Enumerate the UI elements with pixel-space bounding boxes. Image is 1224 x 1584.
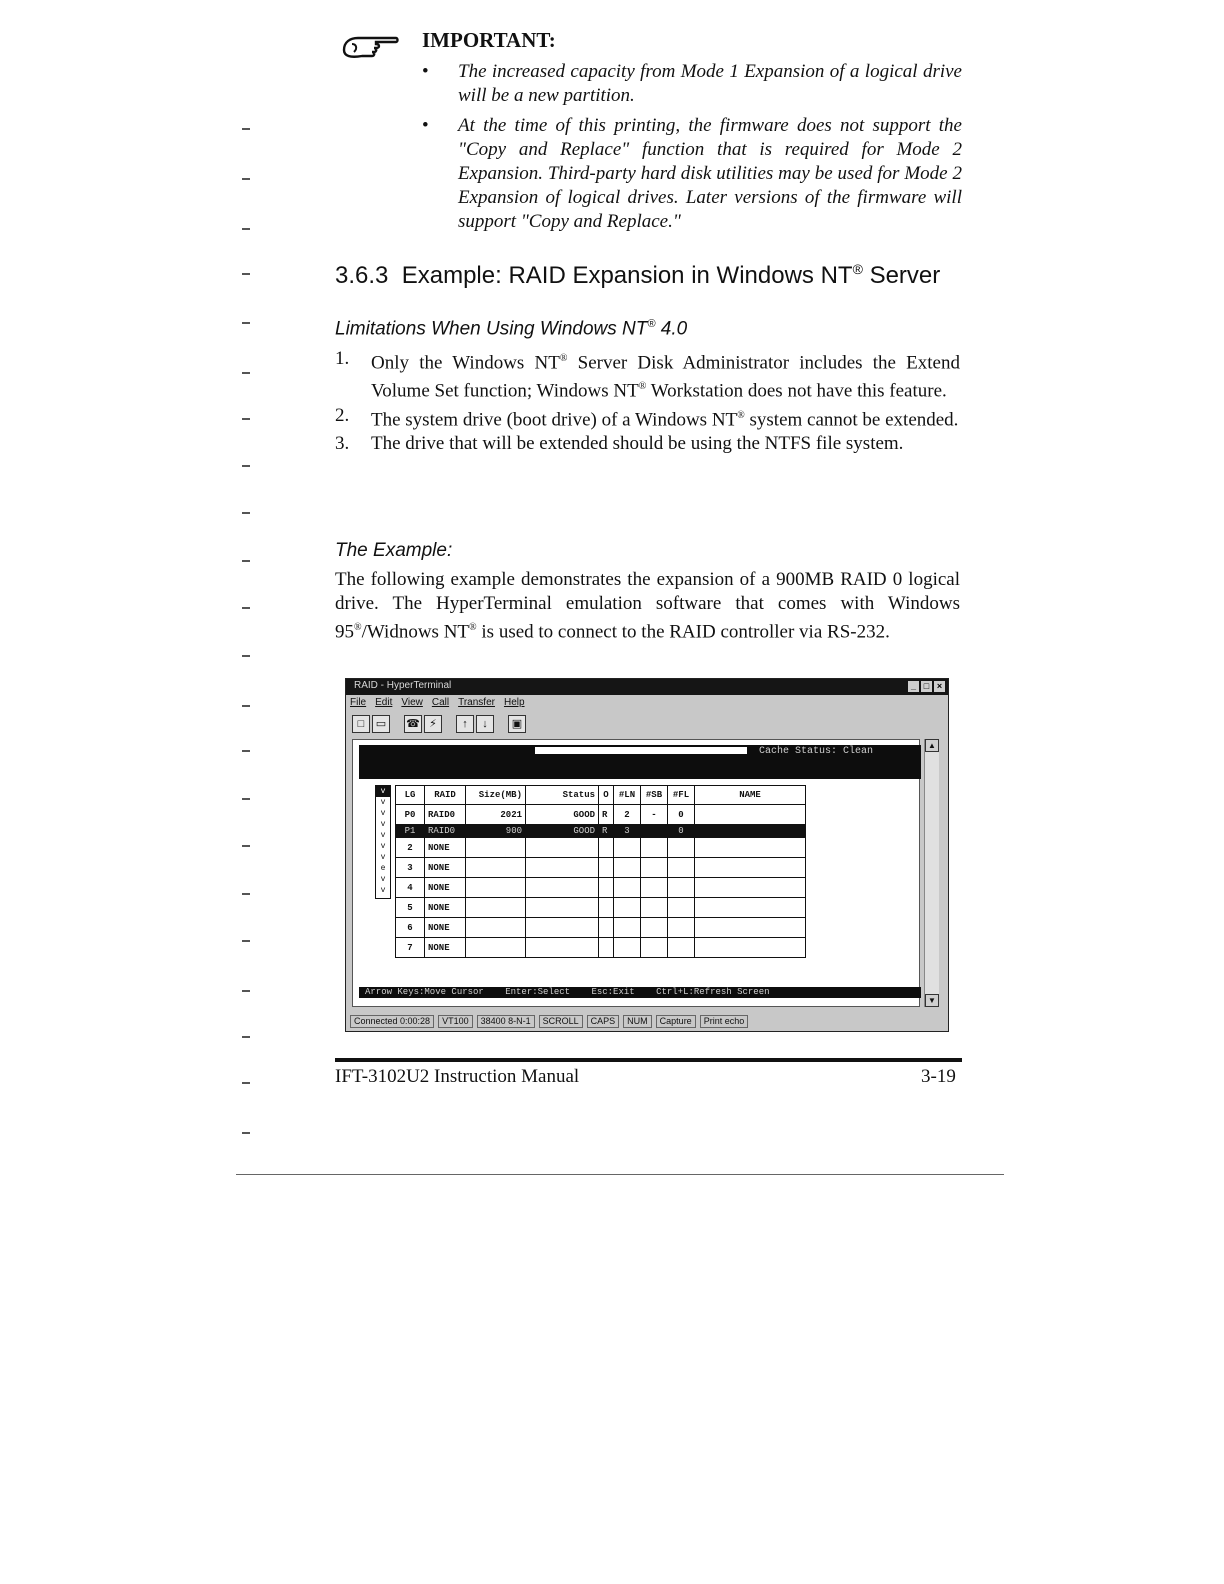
list-text: Only the Windows NT: [371, 352, 560, 374]
cell-o: [599, 878, 614, 898]
cell-size: 900: [466, 825, 526, 838]
section-number: 3.6.3: [335, 262, 389, 289]
limitations-heading-end: 4.0: [655, 318, 688, 340]
cell-o: R: [599, 805, 614, 825]
cell-status: [526, 898, 599, 918]
table-row[interactable]: [396, 825, 806, 838]
menu-call[interactable]: Call: [431, 697, 450, 708]
connect-icon[interactable]: ☎: [404, 715, 422, 733]
side-menu-letter: v: [380, 853, 386, 862]
menu-transfer[interactable]: Transfer: [458, 697, 495, 708]
registered-mark: ®: [354, 622, 362, 633]
menu-edit[interactable]: Edit: [375, 697, 393, 708]
footer-manual-title: IFT-3102U2 Instruction Manual: [335, 1066, 580, 1087]
window-titlebar: [346, 679, 948, 695]
cell-sb: [641, 838, 668, 858]
new-file-icon[interactable]: □: [352, 715, 370, 733]
bullet-text: At the time of this printing, the firmware does not support the "Copy and Replace" function that is required for Mode 2 Expansion. Third-party hard disk utilities may be used for Mode 2 Expansion of logical drives. Later versions of the firmware will support "Copy and Replace.": [458, 115, 962, 232]
list-text: system cannot be extended.: [744, 408, 959, 430]
cell-name: [695, 878, 806, 898]
margin-mark: [242, 372, 250, 374]
margin-mark: [242, 798, 250, 800]
section-title: [335, 261, 940, 290]
table-row[interactable]: [396, 805, 806, 825]
side-menu-letter: v: [380, 875, 386, 884]
cell-sb: [641, 878, 668, 898]
status-capture: Capture: [656, 1015, 696, 1028]
list-number: 3.: [335, 432, 350, 454]
list-item: [335, 404, 960, 432]
margin-mark: [242, 845, 250, 847]
cell-fl: [668, 878, 695, 898]
vertical-scrollbar[interactable]: [924, 739, 939, 1007]
cell-size: [466, 878, 526, 898]
registered-mark: ®: [638, 381, 647, 393]
menu-view[interactable]: View: [401, 697, 423, 708]
cell-raid: NONE: [425, 858, 466, 878]
margin-mark: [242, 228, 250, 230]
terminal-screen: [352, 739, 920, 1007]
list-item: [335, 347, 960, 404]
cell-ln: [614, 918, 641, 938]
example-heading: The Example:: [335, 540, 453, 561]
margin-mark: [242, 1082, 250, 1084]
cell-status: GOOD: [526, 805, 599, 825]
cell-raid: NONE: [425, 938, 466, 958]
list-text: The drive that will be extended should be using the NTFS file system.: [371, 432, 904, 454]
menu-help[interactable]: Help: [503, 697, 525, 708]
terminal-key-hints: [359, 987, 921, 998]
cell-ln: 2: [614, 805, 641, 825]
bullet-dot: •: [422, 115, 429, 136]
side-menu-letter: v: [380, 831, 386, 840]
paragraph-text: /Widnows NT: [361, 621, 470, 643]
margin-mark: [242, 273, 250, 275]
table-row[interactable]: [396, 878, 806, 898]
side-menu-letter: v: [380, 842, 386, 851]
registered-mark: ®: [469, 622, 477, 633]
registered-mark: ®: [559, 353, 568, 364]
cell-lg: P1: [396, 825, 425, 838]
cell-raid: RAID0: [425, 805, 466, 825]
registered-mark: ®: [737, 409, 745, 421]
cell-raid: NONE: [425, 898, 466, 918]
pointing-hand-icon: [340, 30, 400, 66]
table-body: [396, 805, 806, 958]
important-title: IMPORTANT:: [422, 28, 556, 52]
window-controls: [908, 681, 945, 692]
cell-ln: [614, 898, 641, 918]
important-bullet: [422, 60, 962, 108]
table-header-row: [396, 786, 806, 805]
registered-mark: ®: [647, 318, 656, 330]
cell-sb: [641, 938, 668, 958]
cell-size: [466, 838, 526, 858]
cell-sb: [641, 918, 668, 938]
send-icon[interactable]: ↑: [456, 715, 474, 733]
scroll-up-icon[interactable]: ▲: [925, 739, 939, 752]
margin-mark: [242, 607, 250, 609]
section-title-text: Example: RAID Expansion in Windows NT: [401, 262, 853, 289]
margin-mark: [242, 990, 250, 992]
cell-name: [695, 938, 806, 958]
table-row[interactable]: [396, 938, 806, 958]
status-baud: 38400 8-N-1: [477, 1015, 535, 1028]
cell-name: [695, 838, 806, 858]
cell-name: [695, 918, 806, 938]
cell-fl: [668, 898, 695, 918]
header-ln: #LN: [614, 786, 641, 805]
margin-mark: [242, 940, 250, 942]
footer-rule: [335, 1058, 962, 1062]
margin-mark: [242, 750, 250, 752]
window-statusbar: [346, 1013, 948, 1029]
table-row[interactable]: [396, 918, 806, 938]
list-number: 2.: [335, 404, 350, 426]
properties-icon[interactable]: ▣: [508, 715, 526, 733]
side-menu-letter: v: [380, 798, 386, 807]
limitations-list: [335, 347, 960, 456]
list-number: 1.: [335, 348, 350, 369]
cell-name: [695, 805, 806, 825]
margin-mark: [242, 322, 250, 324]
cell-o: [599, 918, 614, 938]
side-menu-letter: v: [380, 886, 386, 895]
cell-name: [695, 898, 806, 918]
key-hint: Enter:Select: [505, 987, 571, 997]
key-hint: Arrow Keys:Move Cursor: [365, 987, 484, 997]
side-menu-letter: v: [380, 809, 386, 818]
list-text: Workstation does not have this feature.: [646, 380, 947, 402]
open-folder-icon[interactable]: ▭: [372, 715, 390, 733]
minimize-icon[interactable]: _: [908, 681, 919, 692]
cell-o: R: [599, 825, 614, 838]
list-text: Server Disk Administrator includes the Extend Volume Set function; Windows NT: [371, 352, 960, 402]
header-lg: LG: [396, 786, 425, 805]
cell-size: [466, 918, 526, 938]
cell-lg: 4: [396, 878, 425, 898]
side-menu-column: [375, 785, 391, 899]
status-print-echo: Print echo: [700, 1015, 749, 1028]
cell-ln: 3: [614, 825, 641, 838]
margin-mark: [242, 1132, 250, 1134]
cell-fl: 0: [668, 825, 695, 838]
cell-fl: [668, 858, 695, 878]
scroll-down-icon[interactable]: ▼: [925, 994, 939, 1007]
cell-fl: [668, 838, 695, 858]
hyperterminal-window: [345, 678, 949, 1032]
bullet-text: The increased capacity from Mode 1 Expansion of a logical drive will be a new partition.: [458, 61, 962, 106]
cell-fl: [668, 918, 695, 938]
cell-status: [526, 938, 599, 958]
header-size: Size(MB): [466, 786, 526, 805]
key-hint: Esc:Exit: [591, 987, 635, 997]
cell-raid: RAID0: [425, 825, 466, 838]
margin-mark: [242, 655, 250, 657]
key-hint: Ctrl+L:Refresh Screen: [656, 987, 770, 997]
margin-mark: [242, 893, 250, 895]
side-menu-letter: v: [376, 786, 390, 797]
side-menu-letter: e: [380, 864, 386, 873]
cell-ln: [614, 938, 641, 958]
header-status: Status: [526, 786, 599, 805]
status-caps: CAPS: [587, 1015, 620, 1028]
cell-lg: 2: [396, 838, 425, 858]
cell-ln: [614, 878, 641, 898]
cell-status: GOOD: [526, 825, 599, 838]
cell-raid: NONE: [425, 918, 466, 938]
receive-icon[interactable]: ↓: [476, 715, 494, 733]
header-raid: RAID: [425, 786, 466, 805]
status-connected: Connected 0:00:28: [350, 1015, 434, 1028]
terminal-banner: [359, 745, 921, 779]
margin-mark: [242, 560, 250, 562]
maximize-icon[interactable]: □: [921, 681, 932, 692]
cell-lg: 7: [396, 938, 425, 958]
list-text: The system drive (boot drive) of a Windows NT: [371, 408, 738, 430]
terminal-field: [535, 747, 747, 754]
margin-mark: [242, 1036, 250, 1038]
cell-raid: NONE: [425, 838, 466, 858]
cell-ln: [614, 858, 641, 878]
cell-status: [526, 858, 599, 878]
cell-size: [466, 858, 526, 878]
cell-lg: 6: [396, 918, 425, 938]
important-bullet: [422, 114, 962, 234]
margin-mark: [242, 418, 250, 420]
cell-status: [526, 838, 599, 858]
margin-mark: [242, 128, 250, 130]
margin-mark: [242, 705, 250, 707]
cell-fl: 0: [668, 805, 695, 825]
scan-edge-line: [236, 1174, 1004, 1175]
status-num: NUM: [623, 1015, 652, 1028]
window-title: RAID - HyperTerminal: [354, 680, 452, 691]
paragraph-text: is used to connect to the RAID controller via RS-232.: [476, 621, 890, 643]
cell-sb: [641, 858, 668, 878]
header-name: NAME: [695, 786, 806, 805]
cell-size: [466, 938, 526, 958]
cell-status: [526, 918, 599, 938]
cell-lg: 3: [396, 858, 425, 878]
cell-size: 2021: [466, 805, 526, 825]
cell-raid: NONE: [425, 878, 466, 898]
cell-lg: 5: [396, 898, 425, 918]
cell-name: [695, 858, 806, 878]
disconnect-icon[interactable]: ⚡: [424, 715, 442, 733]
margin-mark: [242, 178, 250, 180]
cell-sb: [641, 825, 668, 838]
status-scroll: SCROLL: [539, 1015, 583, 1028]
table-row[interactable]: [396, 898, 806, 918]
cell-name: [695, 825, 806, 838]
cell-fl: [668, 938, 695, 958]
table-row[interactable]: [396, 858, 806, 878]
bullet-dot: •: [422, 61, 429, 82]
side-menu-letter: v: [380, 820, 386, 829]
cell-lg: P0: [396, 805, 425, 825]
cell-sb: -: [641, 805, 668, 825]
cache-status: Cache Status: Clean: [759, 746, 874, 757]
close-icon[interactable]: ×: [934, 681, 945, 692]
cell-o: [599, 858, 614, 878]
page-number: 3-19: [921, 1066, 956, 1087]
logical-drive-table: [395, 785, 806, 958]
example-paragraph: [335, 568, 960, 644]
section-title-end: Server: [862, 262, 941, 289]
header-sb: #SB: [641, 786, 668, 805]
toolbar: [352, 715, 526, 733]
status-emulation: VT100: [438, 1015, 473, 1028]
cell-o: [599, 838, 614, 858]
limitations-heading-text: Limitations When Using Windows NT: [335, 318, 648, 340]
cell-size: [466, 898, 526, 918]
cell-ln: [614, 838, 641, 858]
paragraph-text: The following example demonstrates the expansion of a 900MB RAID 0 logical drive. The HyperTerminal emulation software that comes with Windows 95: [335, 569, 960, 643]
registered-mark: ®: [852, 261, 863, 277]
cell-o: [599, 898, 614, 918]
cell-o: [599, 938, 614, 958]
limitations-heading: [335, 318, 687, 340]
header-fl: #FL: [668, 786, 695, 805]
table-row[interactable]: [396, 838, 806, 858]
menubar: [350, 697, 525, 708]
list-item: [335, 432, 960, 456]
margin-mark: [242, 465, 250, 467]
menu-file[interactable]: File: [350, 697, 367, 708]
cell-status: [526, 878, 599, 898]
cell-sb: [641, 898, 668, 918]
margin-mark: [242, 512, 250, 514]
header-o: O: [599, 786, 614, 805]
